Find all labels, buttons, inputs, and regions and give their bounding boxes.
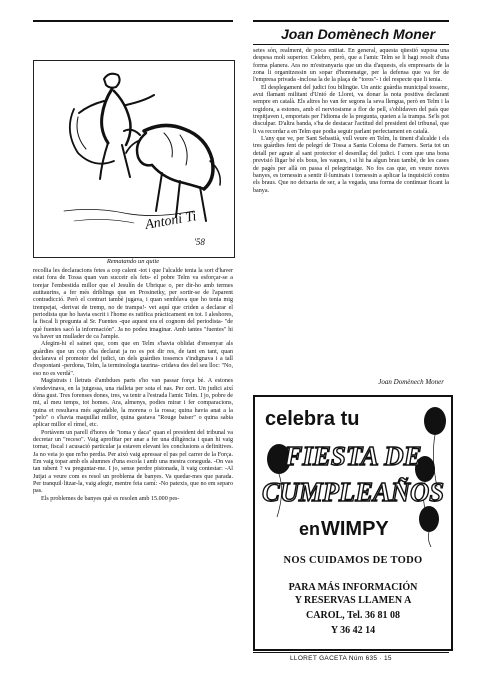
top-rule-left — [33, 20, 233, 22]
ad-brand-wimpy: WIMPY — [321, 518, 389, 540]
artist-signature: Antoni Ti — [144, 209, 198, 233]
ad-phone-line: CAROL, Tel. 36 81 08 — [306, 610, 400, 621]
illustration-caption: Rematando un quite — [106, 258, 160, 265]
wimpy-birthday-ad — [253, 395, 453, 651]
ad-line-en: en — [299, 519, 321, 539]
ad-phone-line: Y 36 42 14 — [330, 625, 376, 636]
left-paragraph: recollia les declaracions fetes a cop calent -tot i que l'alcalde tenia la sort d'haver estat fora de Tossa quan van succeir els fets- el pobre Telm va esforçar-se a torejar l'embestida millor que el Jesulín de Ubrique o, per dir-ho amb termes autitaurins, a fer més driblings que en Prosinetky, per sortir-se de l'aparent contradicció. Però el contrari tambè jugava, i quan semblava que ho tenia mig trempejat, -derivat de tremp, no de trampa!- vet aquí que criden a declarar el periodista que ho havia escrit i l'home es ratifica pràcticament en tot. I aleshores, la fiscal li pregunta al Sr. Fuentes -que aquest era el cognom del periodista- "de què fuentes sacó la información". Ja no podeu imaginar. Amb tantes "fuentes" hi va haver un mullader de ca l'ample. — [33, 268, 233, 341]
author-signature: Joan Domènech Moner — [378, 378, 444, 386]
left-paragraph: Magistrats i lletrats d'ambdues parts s'ho van passar força bé. A estones s'endevinava, en la jutgessa, una rialleta per sota el nas. Per cert. Un judici així dóna gust. Tres forenses dones, tres, va tenir a l'estrada l'amic Telm. I jo, pobre de mi, al meu temps, tot homes. Ara, almenys, podies mirar i fer comparacions, quina et resultava més agradable, la morena o la rossa; quina havia anat a la "pelo" o s'havia maquillat millor, quina gastava "Rouge baiser" o quina sabia aplicar millor el rímel, etc. — [33, 378, 233, 429]
ad-contact-block — [255, 547, 451, 649]
bullfighter-drawing — [34, 61, 234, 257]
left-paragraph: Els problemes de banyes què es resolen amb 15.000 pes- — [41, 495, 180, 502]
author-heading-underline — [253, 44, 449, 45]
right-paragraph: setes són, realment, de poca entitat. En general, aquesta qüestió suposa una despesa molt superior. Celebro, però, que a l'amic Telm se li hagi resolt d'una forma planera. Ara no m'estranyaria que un dia d'aquests, els empresaris de la zona li organitzessin un sopar d'homenatge, per la defensa que va fer de l'empresa privada -inclosa la de la plaça de "toros"- i del respecte que li tenia. — [253, 48, 449, 84]
ad-graphic — [255, 397, 451, 547]
bullfight-illustration — [33, 60, 235, 258]
ad-tagline: NOS CUIDAMOS DE TODO — [283, 555, 423, 566]
balloon-icon — [419, 506, 439, 547]
page-footer: LLORET GACETA Núm 635 · 15 — [290, 655, 392, 662]
top-rule-right — [253, 20, 449, 22]
ad-info-line: Y RESERVAS LLAMEN A — [294, 595, 412, 606]
left-column-text — [33, 268, 233, 503]
ad-info-line: PARA MÁS INFORMACIÓN — [288, 582, 418, 593]
ad-line-fiesta: FIESTA DE — [284, 441, 422, 471]
ad-line-celebra: celebra tu — [265, 408, 360, 430]
artist-signature-year: '58 — [194, 237, 205, 247]
footer-rule — [253, 652, 449, 653]
left-paragraph: Portàvem un parell d'hores de "toma y daca" quan el president del tribunal va decretar un "receso". Vaig aprofitar per anar a fer una diligència i quan hi vaig tornar, fiscal i acusació particular ja estaven elevant les conclusions a definitives. Ja no veia jo que m'ho perdia. Per això vaig apressar el pas pel carrer de la Força. Em vaig topar amb els alumnes d'una escola i amb una mestra coneguda. -On vas tan rabent ? va preguntar-me. I jo, sense perdre pistonada, li vaig contestar: -Al Jutjat a veure com es resol un problema de banyes. Va quedar-mes que parada. Per tranquil·litzar-la, vaig afegir, mentre feia camí: -No patexis, que no em separo pas. — [33, 429, 233, 495]
right-column-text — [253, 48, 449, 195]
right-paragraph: El desplegament del judici fou bilingüe. Un antic guàrdia municipal tossenc, avui flamant militant d'Unió de Lloret, va donar la nota positiva declarant sempre en català. Els altres ho van fer segons la seva llengua, però en Telm i la regidora, a estones, amb el nerviosisme a flor de pell, s'oblidaven del país que trepitjaven i, emportats per l'idioma de la pregunta, queien a la trampa. Se'ls pot disculpar. D'altra banda, s'ha de destacar l'actitud del president del tribunal, que li va recordar a en Telm que podia seguir parlant perfectament en català. — [253, 84, 449, 135]
ad-line-cumpleanos: CUMPLEAÑOS — [262, 477, 444, 507]
article-author-heading: Joan Domènech Moner — [281, 26, 436, 42]
right-paragraph: L'any que ve, per Sant Sebastià, vull veure en Telm, lu tinent d'alcalde i els tres guàrdies fent de pelegrí de Tossa a Santa Coloma de Farners. Seria tot un detall per agrair al sant protector el desenllaç del judici. I com que una bona previsió lligar bé els bous, les vaques, i si hi ha algun brau tambè, de les cases de pagès per allà on passa el pelegrinatge. No fos cas que, en veure noves banyes, es tornessin a sentir il·luminats i tornessin a aplicar la inquisició contra els braus. Que no deixaria de ser, a la vegada, una forma de continuar ficant la banya. — [253, 136, 449, 194]
left-paragraph: Afegim-hi el sainet que, com que en Telm s'havia oblidat d'ensenyar als guàrdies que un cop s'ha declarat ja no es pot dir res, de tant en tant, quan declarava el promotor del judici, un dels guàrdies tossencs s'indignava i a tall d'espontani -perdona, Telm, la terminologia taurina- cridava des del seu lloc: "No, eso no es verdá". — [33, 341, 233, 377]
